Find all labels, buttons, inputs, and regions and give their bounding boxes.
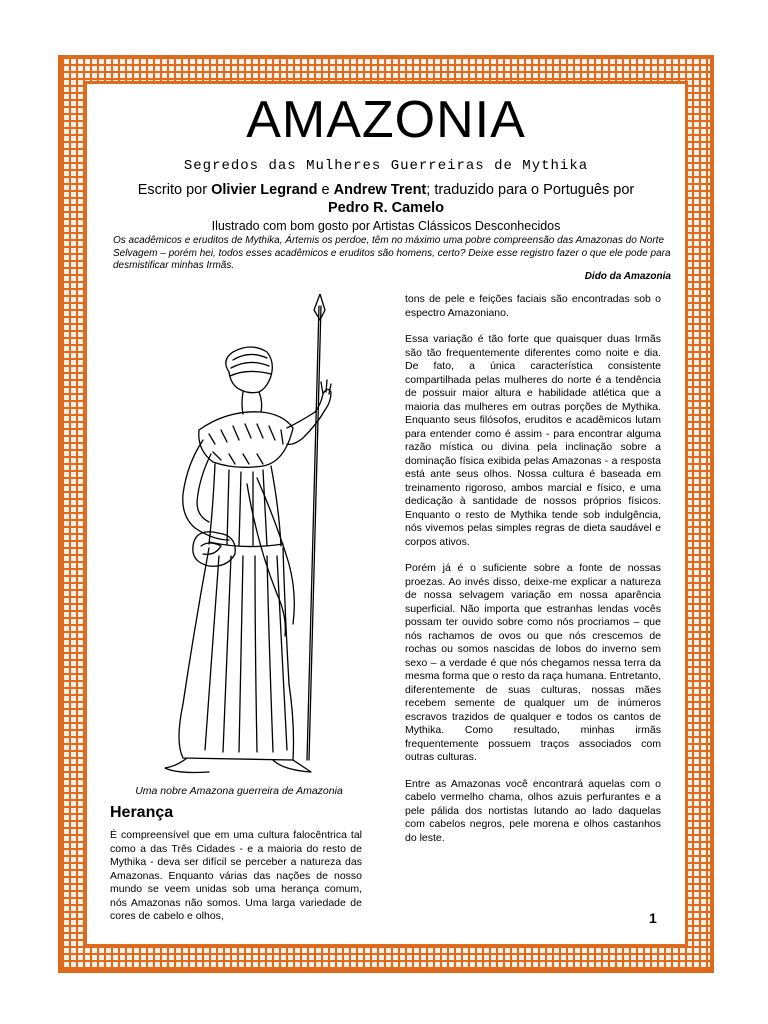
- byline: [87, 181, 685, 217]
- byline-and: e: [317, 182, 334, 198]
- paragraph: Porém já é o suficiente sobre a fonte de nossas proezas. Ao invés disso, deixe-me explicar a natureza de nossa selvagem variação em nossa aparência superficial. Não importa que estranhas lendas vocês possam ter ouvido sobre como nós procriamos – que nós rachamos de ovos ou que nós crescemos de rochas ou somos nascidas de lobos do inverno sem sexo – a verdade é que nós chegamos nessa terra da mesma forma que o resto da raça humana. Entretanto, diferentemente de suas culturas, nossas mães recebem semente de qualquer um de inúmeros escravos trazidos de qualquer e todos os cantos de Mythika. Como resultado, minhas irmãs frequentemente possuem traços associados com outras culturas.: [405, 562, 661, 763]
- document-subtitle: Segredos das Mulheres Guerreiras de Mythika: [183, 158, 589, 174]
- figure-caption: Uma nobre Amazona guerreira de Amazonia: [135, 785, 343, 797]
- illustration-credit: Ilustrado com bom gosto por Artistas Clássicos Desconhecidos: [211, 219, 561, 233]
- amazon-warrior-illustration: [117, 294, 365, 780]
- translator: Pedro R. Camelo: [327, 200, 445, 216]
- author-2: Andrew Trent: [333, 182, 427, 198]
- paragraph: Entre as Amazonas você encontrará aquelas com o cabelo vermelho chama, olhos azuis perfurantes e a pele pálida dos nortistas lutando ao lado daquelas com cabelos negros, pele morena e olhos castanhos do leste.: [405, 777, 661, 844]
- paragraph: tons de pele e feições faciais são encontradas sob o espectro Amazoniano.: [405, 293, 661, 319]
- intro-quote: Os acadêmicos e eruditos de Mythika, Ártemis os perdoe, têm no máximo uma pobre compreensão das Amazonas do Norte Selvagem – porém hei, todos esses acadêmicos e eruditos são homens, certo? Deixe esse registro fazer o que ele pode para desmistificar minhas Irmãs.: [113, 235, 671, 271]
- author-1: Olivier Legrand: [211, 182, 318, 198]
- section-heading: Herança: [110, 804, 174, 821]
- paragraph: Essa variação é tão forte que quaisquer duas Irmãs são tão frequentemente diferentes como noite e dia. De fato, a única característica consistente compartilhada pelas mulheres do norte é a tendência de possuir maior altura e habilidade atlética que a maioria das mulheres em outras porções de Mythika. Enquanto seus filósofos, eruditos e acadêmicos lutam para entender como é assim - para encontrar alguma razão mística ou divina pela inclinação sobre a dominação física exibida pelas Amazonas - a resposta está ante seus olhos. Nossa cultura é baseada em treinamento rigoroso, ambos marcial e físico, e uma dedicação à santidade de nossos próprios físicos. Enquanto o resto de Mythika tende sob indulgência, nós vivemos pelas simples regras de dieta saudável e corpos ativos.: [405, 333, 661, 548]
- byline-translated: ; traduzido para o Português por: [426, 182, 635, 198]
- document-page: [87, 84, 685, 944]
- quote-signature: Dido da Amazonia: [584, 271, 671, 282]
- right-column: [405, 293, 661, 858]
- left-column-paragraph: É compreensível que em uma cultura falocêntrica tal como a das Três Cidades - e a maioria do resto de Mythika - deva ser difícil se perceber a natureza das Amazonas. Enquanto várias das nações de nosso mundo se veem unidas sob uma herança comum, nós Amazonas não somos. Uma larga variedade de cores de cabelo e olhos,: [110, 829, 362, 922]
- byline-prefix: Escrito por: [137, 182, 212, 198]
- page-number: 1: [649, 910, 657, 926]
- document-title: AMAZONIA: [246, 91, 526, 149]
